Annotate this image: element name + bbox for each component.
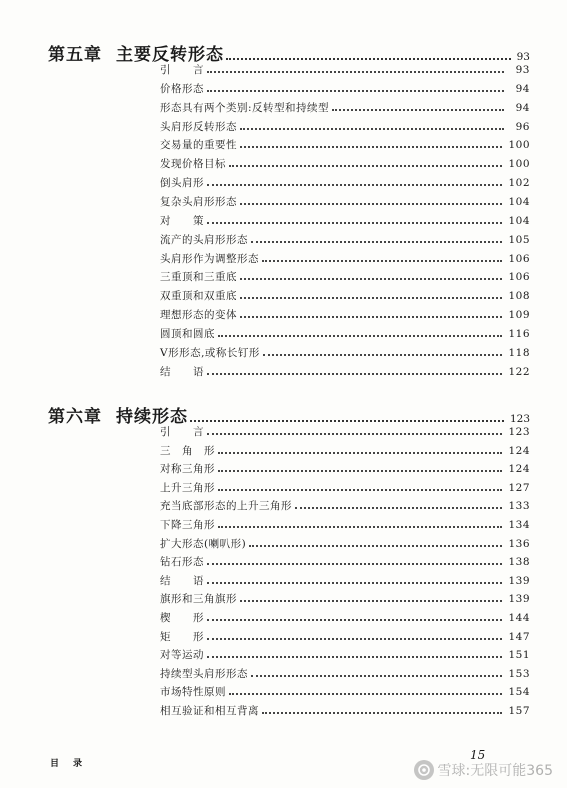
- toc-entry-title: 对 策: [160, 214, 204, 227]
- toc-entry-page-number: 104: [508, 195, 530, 208]
- toc-entry-title: 复杂头肩形形态: [160, 195, 237, 208]
- toc-entry[interactable]: [160, 288, 530, 306]
- dot-leader: [207, 433, 502, 435]
- toc-entry-page-number: 94: [515, 101, 530, 114]
- toc-entry-title: 圆顶和圆底: [160, 327, 215, 340]
- toc-entry[interactable]: [160, 194, 530, 212]
- dot-leader: [262, 712, 502, 714]
- toc-entry-title: 流产的头肩形形态: [160, 233, 248, 246]
- toc-entry-page-number: 124: [508, 463, 530, 476]
- dot-leader: [249, 545, 502, 547]
- toc-entry-page-number: 104: [508, 214, 530, 227]
- toc-entry-title: 价格形态: [160, 82, 204, 95]
- toc-entry[interactable]: [160, 345, 530, 363]
- toc-entry-page-number: 106: [508, 252, 530, 265]
- toc-entry-title: 倒头肩形: [160, 177, 204, 190]
- toc-entry-title: 持续型头肩形形态: [160, 667, 248, 680]
- toc-entry-page-number: 147: [508, 630, 530, 643]
- toc-entry[interactable]: [160, 156, 530, 174]
- dot-leader: [207, 71, 504, 73]
- toc-entry[interactable]: [160, 629, 530, 647]
- toc-entry-page-number: 124: [508, 444, 530, 457]
- toc-entry-title: 矩 形: [160, 630, 204, 643]
- dot-leader: [218, 470, 502, 472]
- toc-entry[interactable]: [160, 232, 530, 250]
- toc-entry-page-number: 127: [508, 481, 530, 494]
- toc-entry-page-number: 93: [515, 64, 530, 76]
- dot-leader: [332, 109, 504, 111]
- dot-leader: [240, 203, 502, 205]
- toc-entry-page-number: 116: [508, 327, 530, 340]
- toc-entry-page-number: 102: [508, 177, 530, 190]
- toc-entry-page-number: 153: [508, 667, 530, 680]
- toc-entry[interactable]: [160, 100, 530, 118]
- chapter-page-number: 123: [509, 413, 530, 425]
- dot-leader: [207, 638, 502, 640]
- toc-entry-title: 三 角 形: [160, 444, 215, 457]
- dot-leader: [218, 526, 502, 528]
- toc-entry[interactable]: [160, 326, 530, 344]
- toc-entry-page-number: 105: [508, 233, 530, 246]
- dot-leader: [207, 222, 502, 224]
- toc-entry[interactable]: [160, 647, 530, 665]
- dot-leader: [190, 420, 504, 422]
- toc-entry-title: 楔 形: [160, 612, 204, 624]
- toc-entry-title: 三重顶和三重底: [160, 271, 237, 284]
- watermark: [414, 760, 553, 780]
- dot-leader: [240, 600, 502, 602]
- dot-leader: [218, 452, 502, 454]
- dot-leader: [226, 58, 511, 60]
- toc-entry[interactable]: [160, 610, 530, 628]
- toc-entry[interactable]: [160, 213, 530, 231]
- toc-entry-page-number: 144: [508, 612, 530, 624]
- toc-entry-page-number: 139: [508, 574, 530, 587]
- dot-leader: [207, 184, 502, 186]
- toc-entry-page-number: 154: [508, 686, 530, 699]
- toc-entry-title: 下降三角形: [160, 519, 215, 531]
- toc-entry-page-number: 106: [508, 271, 530, 284]
- dot-leader: [229, 693, 502, 695]
- dot-leader: [207, 582, 502, 584]
- toc-entry[interactable]: [160, 62, 530, 80]
- toc-entry-title: 双重顶和双重底: [160, 290, 237, 303]
- toc-entry-page-number: 94: [515, 82, 530, 95]
- toc-entry-title: 扩大形态(喇叭形): [160, 537, 247, 550]
- toc-entry-page-number: 157: [508, 705, 530, 717]
- toc-entry[interactable]: [160, 269, 530, 287]
- toc-entry-page-number: 123: [508, 426, 530, 438]
- toc-entry-title: 旗形和三角旗形: [160, 593, 237, 606]
- chapter-number: 第五章: [48, 45, 102, 65]
- toc-entry-page-number: 100: [508, 158, 530, 171]
- dot-leader: [251, 241, 502, 243]
- dot-leader: [263, 354, 503, 356]
- dot-leader: [218, 489, 502, 491]
- toc-entry[interactable]: [160, 461, 530, 479]
- chapter-number: 第六章: [48, 407, 102, 427]
- dot-leader: [240, 297, 502, 299]
- toc-entry[interactable]: [160, 536, 530, 554]
- toc-entry-title: 对称三角形: [160, 463, 215, 476]
- toc-entry[interactable]: [160, 119, 530, 137]
- toc-entry-title: 结 语: [160, 574, 204, 587]
- toc-entry-title: V形形态,或称长钉形: [160, 346, 260, 359]
- toc-entry[interactable]: [160, 81, 530, 99]
- toc-entry-page-number: 122: [508, 365, 530, 378]
- chapter-title: 主要反转形态: [116, 45, 224, 65]
- toc-entry-page-number: 134: [508, 519, 530, 531]
- chapter-title: 持续形态: [116, 407, 188, 427]
- toc-entry[interactable]: [160, 498, 530, 516]
- toc-entry-page-number: 133: [508, 500, 530, 513]
- dot-leader: [207, 90, 504, 92]
- toc-entry[interactable]: [160, 307, 530, 325]
- snowball-logo-icon: [414, 760, 434, 780]
- toc-entry-title: 交易量的重要性: [160, 139, 237, 152]
- dot-leader: [207, 373, 502, 375]
- toc-entry[interactable]: [160, 364, 530, 382]
- toc-entry-page-number: 96: [515, 120, 530, 133]
- toc-entry-title: 引 言: [160, 64, 204, 76]
- toc-entry[interactable]: [160, 175, 530, 193]
- watermark-text: 雪球:无限可能365: [437, 763, 553, 779]
- toc-entry-page-number: 138: [508, 556, 530, 569]
- dot-leader: [240, 146, 502, 148]
- toc-entry-title: 充当底部形态的上升三角形: [160, 500, 292, 513]
- toc-entry[interactable]: [160, 424, 530, 442]
- dot-leader: [240, 316, 502, 318]
- toc-entry-title: 头肩形作为调整形态: [160, 252, 259, 265]
- dot-leader: [240, 278, 502, 280]
- dot-leader: [218, 335, 502, 337]
- toc-entry-title: 上升三角形: [160, 481, 215, 494]
- toc-entry-title: 相互验证和相互背离: [160, 705, 259, 717]
- dot-leader: [295, 507, 502, 509]
- toc-entry-page-number: 100: [508, 139, 530, 152]
- dot-leader: [229, 165, 502, 167]
- dot-leader: [207, 656, 502, 658]
- toc-entry-page-number: 136: [508, 537, 530, 550]
- toc-entry-page-number: 151: [508, 649, 530, 662]
- toc-entry-title: 对等运动: [160, 649, 204, 662]
- chapter-page-number: 93: [516, 51, 530, 63]
- toc-entry-page-number: 109: [508, 309, 530, 322]
- toc-entry-title: 钻石形态: [160, 556, 204, 569]
- toc-entry[interactable]: [160, 703, 530, 721]
- footer-page-number: 15: [470, 748, 486, 762]
- toc-entry[interactable]: [160, 573, 530, 591]
- toc-entry[interactable]: [160, 251, 530, 269]
- toc-entry[interactable]: [160, 517, 530, 535]
- toc-entry[interactable]: [160, 666, 530, 684]
- toc-entry[interactable]: [160, 591, 530, 609]
- toc-entry-title: 理想形态的变体: [160, 309, 237, 322]
- footer-section-label: 目录: [50, 759, 97, 769]
- toc-entry[interactable]: [160, 443, 530, 461]
- toc-entry-title: 引 言: [160, 426, 204, 438]
- dot-leader: [251, 675, 502, 677]
- dot-leader: [262, 260, 502, 262]
- toc-entry[interactable]: [160, 480, 530, 498]
- toc-entry-page-number: 108: [508, 290, 530, 303]
- toc-entry-title: 形态具有两个类别:反转型和持续型: [160, 101, 330, 114]
- toc-entry[interactable]: [160, 554, 530, 572]
- toc-entry-page-number: 118: [508, 346, 530, 359]
- toc-entry[interactable]: [160, 137, 530, 155]
- toc-entry-title: 市场特性原则: [160, 686, 226, 699]
- toc-entry-page-number: 139: [508, 593, 530, 606]
- toc-entry-title: 头肩形反转形态: [160, 120, 237, 133]
- dot-leader: [240, 128, 504, 130]
- toc-entry[interactable]: [160, 684, 530, 702]
- toc-entry-title: 发现价格目标: [160, 158, 226, 171]
- dot-leader: [207, 619, 502, 621]
- toc-entry-title: 结 语: [160, 365, 204, 378]
- dot-leader: [207, 563, 502, 565]
